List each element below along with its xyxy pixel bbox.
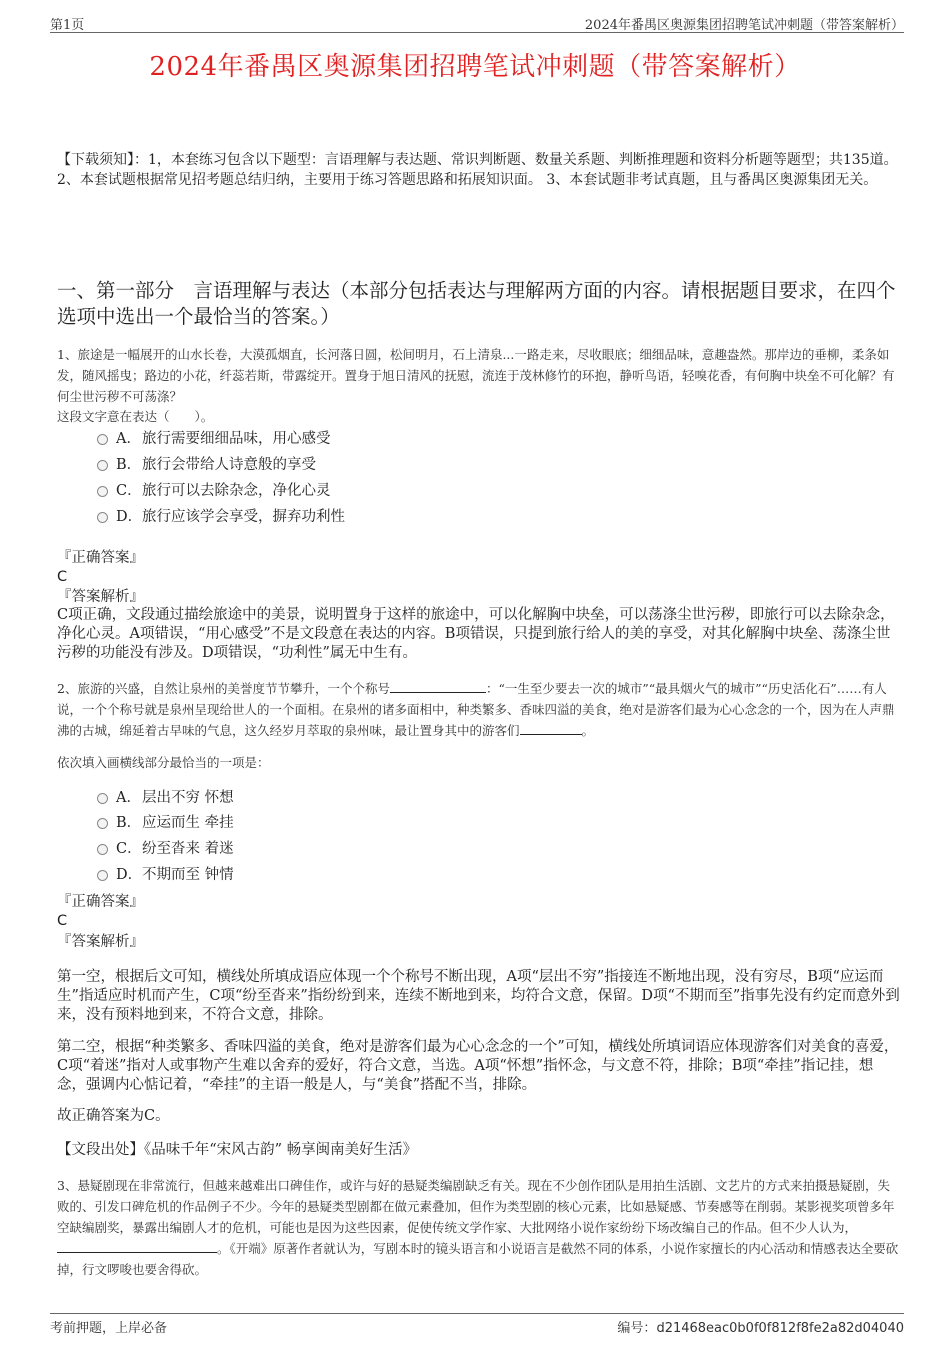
q2-option-d[interactable]: D．不期而至 钟情	[97, 864, 234, 886]
page-number: 第1页	[50, 18, 85, 33]
q2-conclusion: 故正确答案为C。	[57, 1108, 170, 1124]
question-1-stem: 1、旅途是一幅展开的山水长卷，大漠孤烟直，长河落日圆，松间明月，石上清泉...一路走来，尽收眼底；细细品味，意趣盎然。那岸边的垂柳，柔条如发，随风摇曳；路边的小花，纤蕊若斯，带露绽开。置身于旭日清风的抚慰，流连于茂林修竹的环抱，静听鸟语，轻嗅花香，有何胸中块垒不可化解？有何尘世污秽不可荡涤？	[57, 347, 895, 404]
page-title: 2024年番禺区奥源集团招聘笔试冲刺题（带答案解析）	[149, 52, 801, 82]
footer-code: 编号：d21468eac0b0f0f812f8fe2a82d04040	[617, 1321, 904, 1336]
question-1-ask: 这段文字意在表达（ ）。	[57, 409, 214, 424]
radio-icon[interactable]	[97, 486, 108, 497]
section-heading: 一、第一部分 言语理解与表达（本部分包括表达与理解两方面的内容。请根据题目要求，在四个选项中选出一个最恰当的答案。）	[57, 279, 896, 328]
fill-blank-2[interactable]	[520, 722, 582, 735]
header-doc-title: 2024年番禺区奥源集团招聘笔试冲刺题（带答案解析）	[584, 18, 904, 33]
fill-blank-3[interactable]	[57, 1240, 217, 1253]
radio-icon[interactable]	[97, 870, 108, 881]
q1-answer-label: 『正确答案』	[57, 550, 144, 566]
radio-icon[interactable]	[97, 512, 108, 523]
question-3-stem: 3、悬疑剧现在非常流行，但越来越难出口碑佳作，或许与好的悬疑类编剧缺乏有关。现在不少创作团队是用拍生活剧、文艺片的方式来拍摄悬疑剧，失败的、引发口碑危机的作品例子不少。今年的悬疑类型剧都在做元素叠加，但作为类型剧的核心元素，比如悬疑感、节奏感等在削弱。某影视奖项曾多年空缺编剧奖，暴露出编剧人才的危机，可能也是因为这些因素，促使传统文学作家、大批网络小说作家纷纷下场改编自己的作品。但不少人认为，。《开端》原著作者就认为，写剧本时的镜头语言和小说语言是截然不同的体系，小说作家擅长的内心活动和情感表达全要砍掉，行文啰唆也要舍得砍。	[57, 1178, 899, 1277]
radio-icon[interactable]	[97, 793, 108, 804]
q2-analysis-label: 『答案解析』	[57, 934, 144, 950]
q2-option-c[interactable]: C．纷至沓来 着迷	[97, 838, 234, 860]
footer-slogan: 考前押题，上岸必备	[50, 1321, 168, 1336]
radio-icon[interactable]	[97, 460, 108, 471]
question-2-stem: 2、旅游的兴盛，自然让泉州的美誉度节节攀升，一个个称号 ：“一生至少要去一次的城市”“最具烟火气的城市”“历史活化石”……有人说，一个个称号就是泉州呈现给世人的一个面相。在泉州的诸多面相中，种类繁多、香味四溢的美食，绝对是游客们最为心心念念的一个，因为在人声鼎沸的古城，绵延着古早味的气息，这久经岁月萃取的泉州味，最让置身其中的游客们 。	[57, 681, 895, 738]
page-header	[50, 12, 904, 33]
q2-answer-label: 『正确答案』	[57, 894, 144, 910]
q1-option-b[interactable]: B．旅行会带给人诗意般的享受	[97, 454, 316, 476]
q1-analysis: C项正确，文段通过描绘旅途中的美景，说明置身于这样的旅途中，可以化解胸中块垒，可以荡涤尘世污秽，即旅行可以去除杂念，净化心灵。A项错误，“用心感受”不是文段意在表达的内容。B项错误，只提到旅行给人的美的享受，对其化解胸中块垒、荡涤尘世污秽的功能没有涉及。D项错误，“功利性”属无中生有。	[57, 607, 895, 661]
q2-answer: C	[57, 913, 68, 929]
q2-analysis-paragraph-1: 第一空，根据后文可知，横线处所填成语应体现一个个称号不断出现，A项“层出不穷”指接连不断地出现，没有穷尽，B项“应运而生”指适应时机而产生，C项“纷至沓来”指纷纷到来，连续不断地到来，均符合文意，保留。D项“不期而至”指事先没有约定而意外到来，没有预料地到来，不符合文意，排除。	[57, 969, 900, 1023]
q1-option-a[interactable]: A．旅行需要细细品味，用心感受	[97, 428, 331, 450]
radio-icon[interactable]	[97, 844, 108, 855]
q2-option-a[interactable]: A．层出不穷 怀想	[97, 787, 234, 809]
question-2-ask: 依次填入画横线部分最恰当的一项是：	[57, 755, 270, 770]
q2-analysis-paragraph-2: 第二空，根据“种类繁多、香味四溢的美食，绝对是游客们最为心心念念的一个”可知，横线处所填词语应体现游客们对美食的喜爱，C项“着迷”指对人或事物产生难以舍弃的爱好，符合文意，当选。A项“怀想”指怀念，与文意不符，排除；B项“牵挂”指记挂，想念，强调内心惦记着，“牵挂”的主语一般是人，与“美食”搭配不当，排除。	[57, 1039, 899, 1093]
radio-icon[interactable]	[97, 434, 108, 445]
q1-answer: C	[57, 569, 68, 585]
download-notice: 【下载须知】：1，本套练习包含以下题型：言语理解与表达题、常识判断题、数量关系题、判断推理题和资料分析题等题型；共135道。 2、本套试题根据常见招考题总结归纳，主要用于练习答题思路和拓展知识面。 3、本套试题非考试真题，且与番禺区奥源集团无关。	[57, 152, 898, 188]
q1-option-c[interactable]: C．旅行可以去除杂念，净化心灵	[97, 480, 331, 502]
radio-icon[interactable]	[97, 818, 108, 829]
fill-blank-1[interactable]	[390, 680, 486, 693]
q2-option-b[interactable]: B．应运而生 牵挂	[97, 812, 234, 834]
page-footer	[50, 1313, 904, 1336]
q2-source: 【文段出处】《品味千年“宋风古韵” 畅享闽南美好生活》	[57, 1142, 418, 1158]
q1-analysis-label: 『答案解析』	[57, 589, 144, 605]
q1-option-d[interactable]: D．旅行应该学会享受，摒弃功利性	[97, 506, 345, 528]
